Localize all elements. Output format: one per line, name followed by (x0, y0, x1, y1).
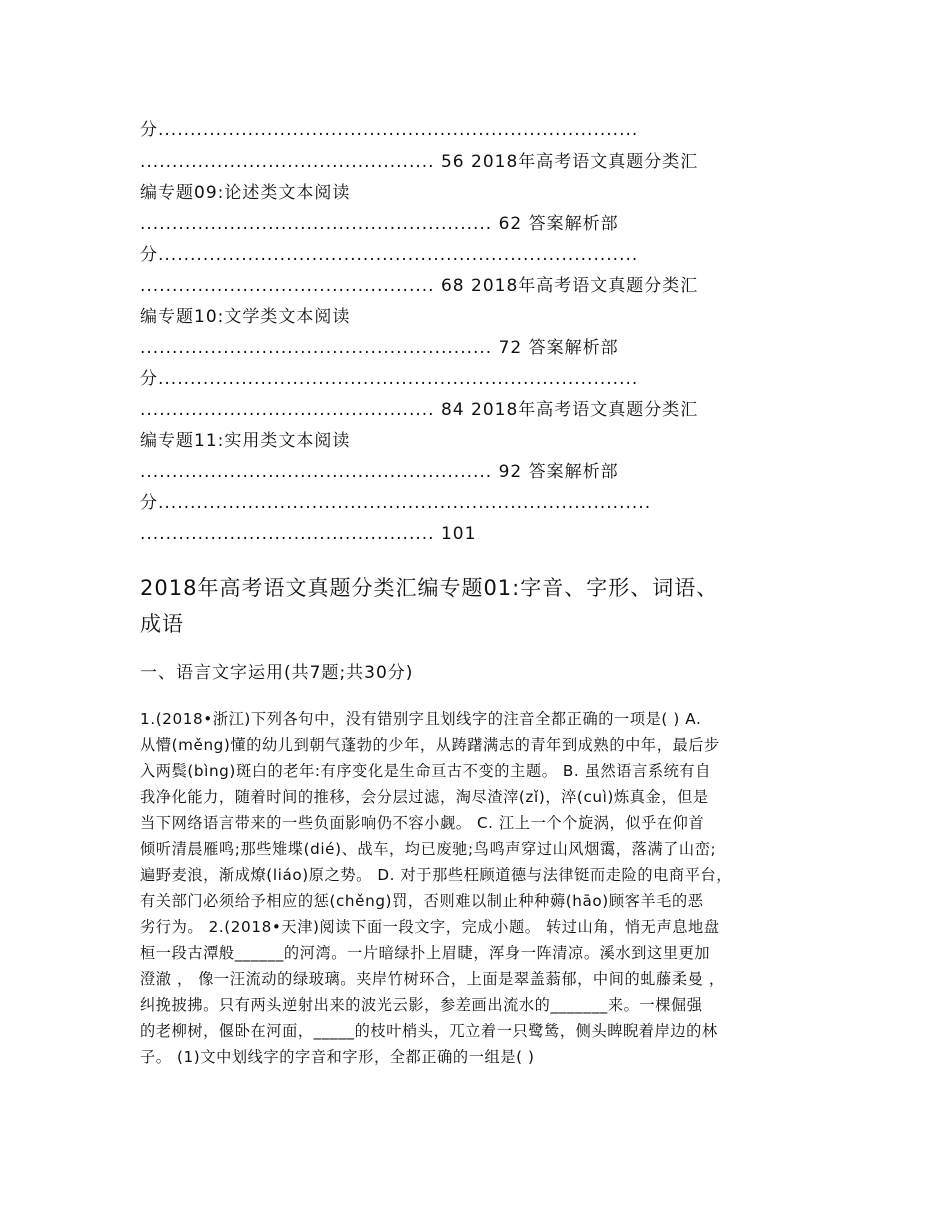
text-line: 的老柳树，偃卧在河面，_____的枝叶梢头，兀立着一只鹭鸶，侧头睥睨着岸边的林 (140, 1022, 718, 1040)
text-line: 从懵(měng)懂的幼儿到朝气蓬勃的少年，从踌躇满志的青年到成熟的中年，最后步 (140, 736, 720, 754)
toc-line: .............................................. 84 2018年高考语文真题分类汇 (140, 400, 699, 420)
toc-line: 编专题11:实用类文本阅读 (140, 431, 351, 451)
toc-line: 分........................................................................... (140, 245, 639, 265)
text-line: 当下网络语言带来的一些负面影响仍不容小觑。 C. 江上一个个旋涡，似乎在仰首 (140, 814, 705, 832)
text-line: 入两鬓(bìng)斑白的老年:有序变化是生命亘古不变的主题。 B. 虽然语言系统有自 (140, 762, 712, 780)
toc-line: 编专题09:论述类文本阅读 (140, 183, 351, 203)
page-title-continued: 成语 (140, 612, 184, 636)
text-line: 劣行为。 2.(2018•天津)阅读下面一段文字，完成小题。 转过山角，悄无声息地盘 (140, 918, 720, 936)
toc-line: .............................................. 101 (140, 524, 477, 544)
toc-line: ....................................................... 92 答案解析部 (140, 462, 619, 482)
toc-line: 编专题10:文学类文本阅读 (140, 307, 351, 327)
page-title: 2018年高考语文真题分类汇编专题01:字音、字形、词语、 (140, 576, 719, 600)
toc-line: 分........................................................................... (140, 369, 639, 389)
toc-line: 分........................................................................... (140, 120, 639, 140)
text-line: 我净化能力，随着时间的推移，会分层过滤，淘尽渣滓(zǐ)，淬(cuì)炼真金，但是 (140, 788, 709, 806)
text-line: 纠挽披拂。只有两头逆射出来的波光云影，参差画出流水的_______来。一棵倔强 (140, 996, 703, 1014)
toc-line: .............................................. 56 2018年高考语文真题分类汇 (140, 152, 699, 172)
toc-line: ....................................................... 62 答案解析部 (140, 214, 619, 234)
toc-line: ....................................................... 72 答案解析部 (140, 338, 619, 358)
text-line: 遍野麦浪，渐成燎(liáo)原之势。 D. 对于那些枉顾道德与法律铤而走险的电商平台， (140, 866, 733, 884)
text-line: 倾听清晨雁鸣;那些雉堞(dié)、战车，均已废驰;鸟鸣声穿过山风烟霭，落满了山峦; (140, 840, 717, 858)
text-line: 1.(2018•浙江)下列各句中，没有错别字且划线字的注音全都正确的一项是( ) A. (140, 710, 702, 728)
text-line: 子。 (1)文中划线字的字音和字形，全都正确的一组是( ) (140, 1048, 535, 1066)
text-line: 澄澈 ， 像一汪流动的绿玻璃。夹岸竹树环合，上面是翠盖蓊郁，中间的虬藤柔曼 ， (140, 970, 725, 988)
section-title: 一、语言文字运用(共7题;共30分) (140, 663, 414, 683)
text-line: 有关部门必须给予相应的惩(chěng)罚，否则难以制止种种薅(hāo)顾客羊毛的恶 (140, 892, 704, 910)
toc-line: 分............................................................................. (140, 493, 652, 513)
toc-line: .............................................. 68 2018年高考语文真题分类汇 (140, 276, 699, 296)
text-line: 桓一段古潭般______的河湾。一片暗绿扑上眉睫，浑身一阵清凉。溪水到这里更加 (140, 944, 711, 962)
question-text (140, 706, 830, 1070)
